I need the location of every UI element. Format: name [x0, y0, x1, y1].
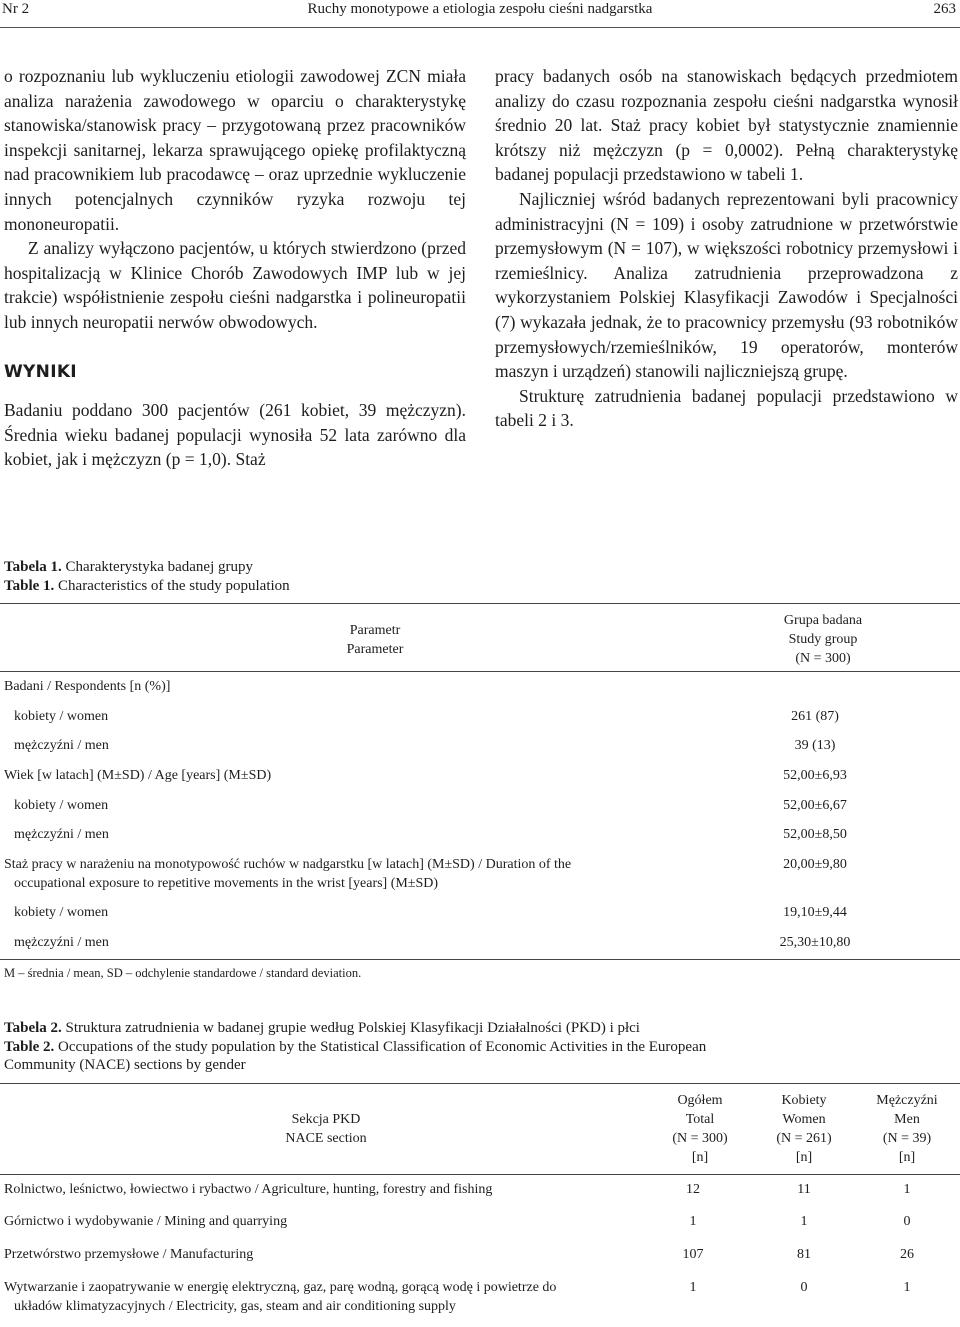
section-heading: WYNIKI [4, 361, 77, 382]
left-column [4, 64, 466, 472]
caption-text: Characteristics of the study population [54, 577, 290, 594]
row-men: 26 [900, 1247, 914, 1262]
row-value: 25,30±10,80 [779, 935, 851, 950]
row-value: 52,00±6,67 [783, 798, 847, 813]
row-women: 81 [797, 1247, 811, 1262]
running-header [0, 0, 960, 18]
running-title: Ruchy monotypowe a etiologia zespołu cieśni nadgarstka [307, 1, 653, 17]
caption-label: Tabela 2. [4, 1020, 62, 1036]
caption-label: Table 2. [4, 1038, 55, 1055]
row-label: mężczyźni / men [14, 827, 109, 842]
header-text: Parametr [349, 623, 401, 638]
header-text: Mężczyźni [876, 1093, 938, 1108]
header-text: Men [894, 1112, 920, 1127]
row-label: occupational exposure to repetitive movements in the wrist [years] (M±SD) [14, 876, 439, 891]
row-label: mężczyźni / men [14, 935, 109, 950]
row-women: 0 [800, 1280, 808, 1295]
caption-label: Tabela 1. [4, 559, 62, 575]
row-total: 12 [686, 1182, 700, 1197]
row-value: 52,00±6,93 [783, 768, 847, 783]
table1-header-rule [0, 671, 960, 672]
caption-label: Table 1. [4, 577, 55, 594]
table2-caption [4, 1019, 706, 1075]
header-text: NACE section [285, 1131, 367, 1146]
header-text: (N = 300) [672, 1131, 728, 1146]
row-label: Badani / Respondents [n (%)] [4, 679, 171, 694]
table2-men-header [860, 1091, 954, 1167]
row-label: kobiety / women [14, 905, 109, 920]
row-value: 39 (13) [794, 738, 836, 753]
issue-number: Nr 2 [2, 1, 30, 17]
header-rule [0, 27, 960, 28]
header-text: Total [685, 1112, 715, 1127]
row-label: Staż pracy w narażeniu na monotypowość ruchów w nadgarstku [w latach] (M±SD) / Duration of the [4, 857, 572, 872]
header-text: (N = 261) [776, 1131, 832, 1146]
paragraph: pracy badanych osób na stanowiskach będących przedmiotem analizy do czasu rozpoznania zespołu cieśni nadgarstka wynosił średnio 20 lat. Staż pracy kobiet był statystycznie znamiennie krótszy niż mężczyzn (p = 0,0002). Pełną charakterystykę badanej populacji przedstawiono w tabeli 1. [495, 66, 958, 185]
row-total: 107 [682, 1247, 704, 1262]
paragraph: Strukturę zatrudnienia badanej populacji przedstawiono w tabeli 2 i 3. [495, 385, 958, 431]
table1-param-header [235, 621, 515, 659]
paragraph: Z analizy wyłączono pacjentów, u których stwierdzono (przed hospitalizacją w Klinice Chorób Zawodowych IMP lub w jej trakcie) współistnienie zespołu cieśni nadgarstka i polineuropatii lub innych neuropatii nerwów obwodowych. [4, 238, 466, 332]
row-label: Rolnictwo, leśnictwo, łowiectwo i rybactwo / Agriculture, hunting, forestry and fishing [4, 1182, 493, 1197]
caption-text: Struktura zatrudnienia w badanej grupie według Polskiej Klasyfikacji Działalności (PKD) i płci [61, 1020, 640, 1036]
table1-group-header [748, 611, 898, 668]
header-text: (N = 39) [882, 1131, 932, 1146]
table1-bottom-rule [0, 959, 960, 960]
table2-section-header [216, 1110, 436, 1148]
header-text: Parameter [346, 642, 404, 657]
right-column [495, 64, 958, 433]
paragraph: o rozpoznaniu lub wykluczeniu etiologii zawodowej ZCN miała analiza narażenia zawodowego w oparciu o charakterystykę stanowiska/stanowisk pracy – przygotowaną przez pracowników inspekcji sanitarnej, lekarza sprawującego opiekę profilaktyczną nad pracownikiem lub pracodawcę – oraz uprzednie wykluczenie innych potencjalnych czynników ryzyka rozwoju tej mononeuropatii. [4, 66, 466, 234]
row-label: kobiety / women [14, 798, 109, 813]
header-text: [n] [898, 1150, 916, 1165]
header-text: Ogółem [677, 1093, 723, 1108]
header-text: [n] [691, 1150, 709, 1165]
row-men: 1 [903, 1182, 911, 1197]
table2-total-header [648, 1091, 752, 1167]
row-label: układów klimatyzacyjnych / Electricity, gas, steam and air conditioning supply [14, 1299, 456, 1314]
table2-top-rule [0, 1083, 960, 1084]
row-value: 261 (87) [791, 709, 839, 724]
row-women: 1 [800, 1214, 808, 1229]
header-text: (N = 300) [795, 651, 851, 666]
row-label: Przetwórstwo przemysłowe / Manufacturing [4, 1247, 254, 1262]
header-text: Sekcja PKD [291, 1112, 361, 1127]
row-women: 11 [797, 1182, 811, 1197]
header-text: Grupa badana [783, 613, 863, 628]
row-total: 1 [689, 1280, 697, 1295]
table2-women-header [757, 1091, 851, 1167]
caption-text: Occupations of the study population by the Statistical Classification of Economic Activities in the European [54, 1038, 707, 1055]
caption-text: Community (NACE) sections by gender [4, 1057, 246, 1073]
header-text: Kobiety [781, 1093, 827, 1108]
header-text: Study group [788, 632, 858, 647]
row-value: 19,10±9,44 [783, 905, 847, 920]
row-men: 1 [903, 1280, 911, 1295]
row-label: mężczyźni / men [14, 738, 109, 753]
row-value: 52,00±8,50 [783, 827, 847, 842]
row-label: kobiety / women [14, 709, 109, 724]
row-value: 20,00±9,80 [783, 857, 847, 872]
row-total: 1 [689, 1214, 697, 1229]
row-label: Górnictwo i wydobywanie / Mining and quarrying [4, 1214, 288, 1229]
table1-footnote: M – średnia / mean, SD – odchylenie standardowe / standard deviation. [4, 966, 362, 980]
table1-caption [4, 558, 290, 595]
header-text: [n] [795, 1150, 813, 1165]
table2-header-rule [0, 1174, 960, 1175]
table1-top-rule [0, 603, 960, 604]
row-label: Wiek [w latach] (M±SD) / Age [years] (M±SD) [4, 768, 272, 783]
paragraph: Badaniu poddano 300 pacjentów (261 kobiet, 39 mężczyzn). Średnia wieku badanej populacji wynosiła 52 lata zarówno dla kobiet, jak i mężczyzn (p = 1,0). Staż [4, 400, 466, 470]
header-text: Women [782, 1112, 826, 1127]
paragraph: Najliczniej wśród badanych reprezentowani byli pracownicy administracyjni (N = 109) i osoby zatrudnione w przetwórstwie przemysłowym (N = 107), w większości robotnicy przemysłowi i rzemieślnicy. Analiza zatrudnienia przeprowadzona z wykorzystaniem Polskiej Klasyfikacji Zawodów i Specjalności (7) wykazała jednak, że to pracownicy przemysłu (93 robotników przemysłowych/rzemieślników, 19 operatorów, monterów maszyn i urządzeń) stanowili najliczniejszą grupę. [495, 188, 958, 382]
caption-text: Charakterystyka badanej grupy [61, 559, 253, 575]
row-men: 0 [903, 1214, 911, 1229]
row-label: Wytwarzanie i zaopatrywanie w energię elektryczną, gaz, parę wodną, gorącą wodę i powietrze do [4, 1280, 557, 1295]
page-number: 263 [933, 1, 956, 17]
